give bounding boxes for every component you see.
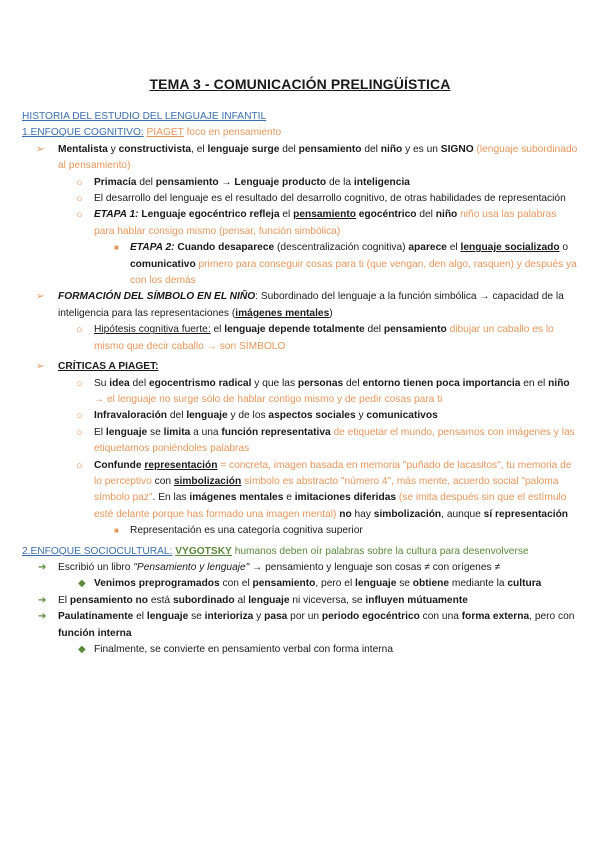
list-item: ◆ Finalmente, se convierte en pensamiento verbal con forma interna	[22, 642, 578, 658]
list-item: ➢ CRÍTICAS A PIAGET:	[22, 359, 578, 375]
list-item: ➔ El pensamiento no está subordinado al lenguaje ni viceversa, se influyen mútuamente	[22, 593, 578, 609]
history-header: HISTORIA DEL ESTUDIO DEL LENGUAJE INFANTIL	[22, 111, 267, 122]
circle-bullet-icon: ○	[76, 176, 83, 189]
list-item: ◆ Venimos preprogramados con el pensamiento, pero el lenguaje se obtiene mediante la cultura	[22, 576, 578, 592]
list-item: ○ El desarrollo del lenguaje es el resultado del desarrollo cognitivo, de otras habilidades de representación	[22, 191, 578, 207]
list-item: ○ Confunde representación = concreta, imagen basada en memoria "puñado de lacasitos", tu memoria de lo perceptivo con simbolización símbolo es abstracto "número 4", más mente, acuerdo social "paloma símbolo paz". En las imágenes mentales e imitaciones diferidas (se imita después sin que el estímulo esté delante porque has formado una imagen mental) no hay simbolización, aunque sí representación	[76, 459, 572, 520]
piaget-label: PIAGET	[146, 127, 184, 139]
arrow-right-icon: ➔	[38, 594, 47, 606]
document-body	[22, 109, 578, 658]
list-item: ➢ Mentalista y constructivista, el lenguaje surge del pensamiento del niño y es un SIGNO (lenguaje subordinado al pensamiento)	[36, 143, 578, 172]
circle-bullet-icon: ○	[76, 377, 83, 390]
circle-bullet-icon: ○	[76, 410, 83, 423]
list-item: ■ ETAPA 2: Cuando desaparece (descentralización cognitiva) aparece el lenguaje socializado o comunicativo primero para conseguir cosas para ti (que vengan, den algo, rasquen) y después ya con los demás	[114, 242, 577, 287]
vygotsky-label: VYGOTSKY	[175, 545, 232, 557]
list-item: ○ ETAPA 1: Lenguaje egocéntrico refleja el pensamiento egocéntrico del niño niño usa las palabras para hablar consigo mismo (pensar, función simbólica)	[76, 209, 557, 237]
square-bullet-icon: ■	[114, 243, 119, 253]
sociocultural-section-header: 2.ENFOQUE SOCIOCULTURAL: VYGOTSKY humanos deben oír palabras sobre la cultura para desenvolverse	[22, 545, 529, 557]
list-item: ○ Hipótesis cognitiva fuerte: el lenguaje depende totalmente del pensamiento dibujar un caballo es lo mismo que decir caballo → son SÍMBOLO	[76, 324, 554, 352]
circle-bullet-icon: ○	[76, 209, 83, 222]
circle-bullet-icon: ○	[76, 324, 83, 337]
list-item: ➔ Paulatinamente el lenguaje se interioriza y pasa por un periodo egocéntrico con una forma externa, pero con función interna	[38, 611, 575, 639]
list-item: ○ El lenguaje se limita a una función representativa de etiquetar el mundo, pensamos con imágenes y las etiquetamos poniéndoles palabras	[76, 426, 575, 455]
diamond-bullet-icon: ◆	[78, 578, 86, 590]
arrow-right-icon: ➔	[38, 611, 47, 623]
list-item: ○ Infravaloración del lenguaje y de los aspectos sociales y comunicativos	[22, 408, 578, 424]
circle-bullet-icon: ○	[76, 193, 83, 206]
arrow-bullet-icon: ➢	[36, 291, 45, 303]
square-bullet-icon: ■	[114, 526, 119, 536]
list-item: ○ Su idea del egocentrismo radical y que las personas del entorno tienen poca importancia en el niño → el lenguaje no surge sólo de hablar contigo mismo y de pedir cosas para ti	[76, 377, 570, 405]
list-item: ➔ Escribió un libro "Pensamiento y lenguaje" → pensamiento y lenguaje son cosas ≠ con orígenes ≠	[22, 560, 578, 576]
arrow-bullet-icon: ➢	[36, 361, 45, 373]
arrow-bullet-icon: ➢	[36, 143, 45, 155]
arrow-right-icon: ➔	[38, 561, 47, 573]
cognitive-section-header: 1.ENFOQUE COGNITIVO: PIAGET foco en pensamiento	[22, 127, 282, 139]
page-title: TEMA 3 - COMUNICACIÓN PRELINGÜÍSTICA	[149, 76, 451, 92]
diamond-bullet-icon: ◆	[78, 644, 86, 655]
circle-bullet-icon: ○	[76, 459, 83, 472]
list-item: ■ Representación es una categoría cognitiva superior	[22, 523, 578, 539]
list-item: ➢ FORMACIÓN DEL SÍMBOLO EN EL NIÑO: Subordinado del lenguaje a la función simbólica → capacidad de la inteligencia para las representaciones (imágenes mentales)	[36, 291, 564, 319]
list-item: ○ Primacía del pensamiento → Lenguaje producto de la inteligencia	[22, 175, 578, 191]
circle-bullet-icon: ○	[76, 426, 83, 439]
